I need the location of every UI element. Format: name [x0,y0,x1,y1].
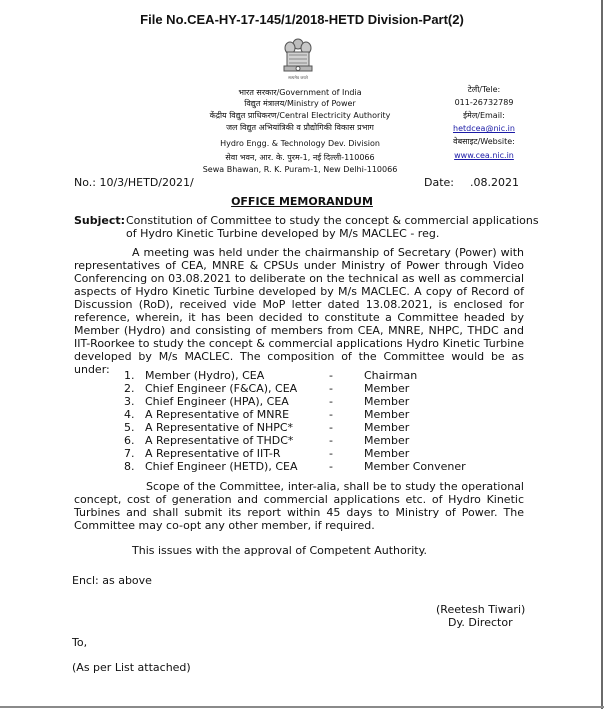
memorandum-title: OFFICE MEMORANDUM [231,195,373,208]
paragraph-approval: This issues with the approval of Competent Authority. [132,544,428,557]
paragraph-scope: Scope of the Committee, inter-alia, shall be to study the operational concept, cost of generation and commercial applications etc. of Hydro Kinetic Turbines and shall submit its report within 45 days to Ministry of Power. The Committee may co-opt any other member, if required. [74,480,524,532]
header-division: Hydro Engg. & Technology Dev. Division [220,139,380,148]
national-emblem-icon [276,36,320,82]
website-label: वेबसाइट/Website: [453,137,515,146]
list-item: 7. A Representative of IIT-R - Member [124,447,410,460]
list-item: 5. A Representative of NHPC* - Member [124,421,410,434]
subject-line-2: of Hydro Kinetic Turbine developed by M/s MACLEC - reg. [126,227,440,240]
header-address-hindi: सेवा भवन, आर. के. पुरम-1, नई दिल्ली-110066 [225,153,375,162]
header-division-hindi: जल विद्युत अभियांत्रिकी व प्रौद्योगिकी विकास प्रभाग [226,123,374,132]
header-address: Sewa Bhawan, R. K. Puram-1, New Delhi-110066 [202,165,398,174]
paragraph-meeting: A meeting was held under the chairmanship of Secretary (Power) with representatives of CEA, MNRE & CPSUs under Ministry of Power through Video Conferencing on 03.08.2021 to deliberate on the technical as well as commercial aspects of Hydro Kinetic Turbine developed by M/s MACLEC. A copy of Record of Discussion (RoD), received vide MoP letter dated 13.08.2021, is enclosed for reference, wherein, it has been decided to constitute a Committee headed by Member (Hydro) and consisting of members from CEA, MNRE, NHPC, THDC and IIT-Roorkee to study the concept & commercial applications Hydro Kinetic Turbine developed by M/s MACLEC. The composition of the Committee would be as under: [74,246,524,376]
email-link[interactable]: hetdcea@nic.in [453,124,515,133]
svg-text:सत्यमेव जयते: सत्यमेव जयते [288,75,308,80]
website-link[interactable]: www.cea.nic.in [454,151,514,160]
signatory-designation: Dy. Director [448,616,513,629]
reference-number: No.: 10/3/HETD/2021/ [74,176,194,189]
enclosure-note: Encl: as above [72,574,152,587]
subject-label: Subject: [74,214,126,227]
list-item: 3. Chief Engineer (HPA), CEA - Member [124,395,410,408]
date-label: Date: [424,176,454,189]
page-border-right [601,0,603,709]
list-item: 8. Chief Engineer (HETD), CEA - Member Convener [124,460,466,473]
recipient-list-note: (As per List attached) [72,661,191,674]
tele-value: 011-26732789 [454,98,514,107]
page-border-bottom [0,706,604,708]
date-value: .08.2021 [470,176,519,189]
signatory-name: (Reetesh Tiwari) [436,603,526,616]
email-label: ईमेल/Email: [463,111,505,120]
to-label: To, [72,636,88,649]
list-item: 2. Chief Engineer (F&CA), CEA - Member [124,382,410,395]
subject-line-1: Constitution of Committee to study the concept & commercial applications [126,214,539,227]
list-item: 1. Member (Hydro), CEA - Chairman [124,369,418,382]
file-number: File No.CEA-HY-17-145/1/2018-HETD Division-Part(2) [140,12,464,27]
header-ministry: विद्युत मंत्रालय/Ministry of Power [244,99,356,108]
list-item: 6. A Representative of THDC* - Member [124,434,410,447]
tele-label: टेली/Tele: [467,85,501,94]
header-authority: केंद्रीय विद्युत प्राधिकरण/Central Electricity Authority [209,111,391,120]
header-government: भारत सरकार/Government of India [238,88,362,97]
list-item: 4. A Representative of MNRE - Member [124,408,410,421]
